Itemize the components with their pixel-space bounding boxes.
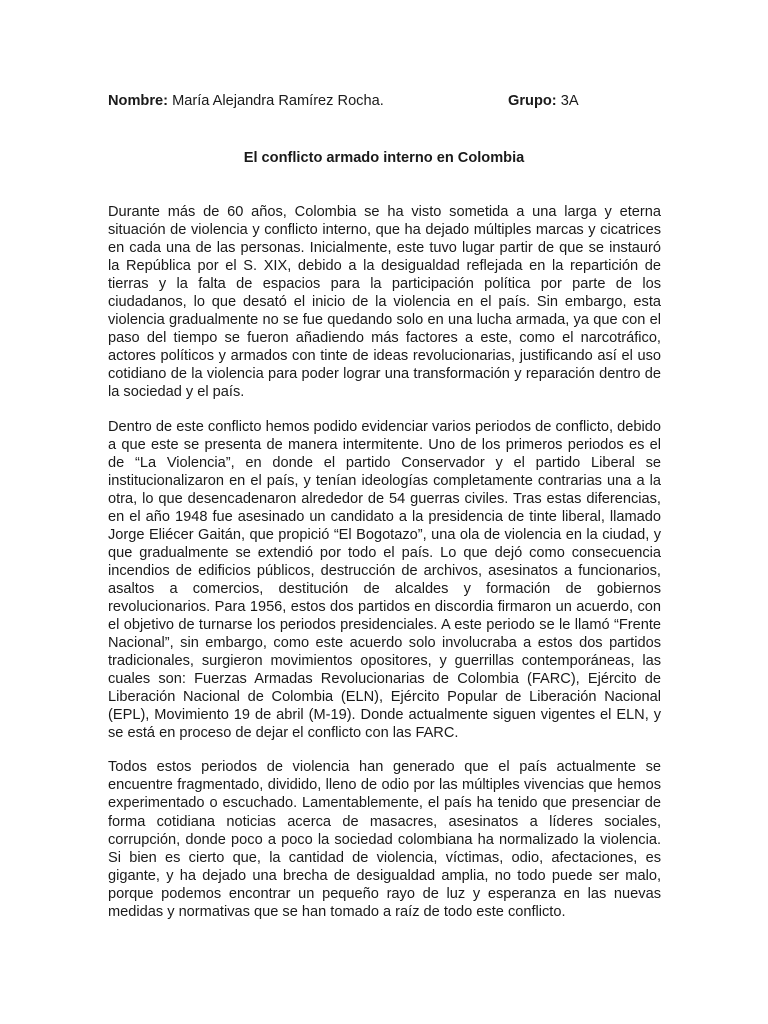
paragraph-2: Dentro de este conflicto hemos podido evidenciar varios periodos de conflicto, debido a que este se presenta de manera intermitente. Uno de los primeros periodos es el de “La Violencia”, en donde el partido Conservador y el partido Liberal se institucionalizaron en el país, y tenían ideologías completamente contrarias una a la otra, lo que desencadenaron alrededor de 54 guerras civiles. Tras estas diferencias, en el año 1948 fue asesinado un candidato a la presidencia de tinte liberal, llamado Jorge Eliécer Gaitán, que propició “El Bogotazo”, una ola de violencia en la ciudad, y que gradualmente se extendió por todo el país. Lo que dejó como consecuencia incendios de edificios públicos, destrucción de archivos, asesinatos a funcionarios, asaltos a comercios, destitución de alcaldes y formación de gobiernos revolucionarios. Para 1956, estos dos partidos en discordia firmaron un acuerdo, con el objetivo de turnarse los periodos presidenciales. A este periodo se le llamó “Frente Nacional”, sin embargo, como este acuerdo solo involucraba a estos dos partidos tradicionales, surgieron movimientos opositores, y guerrillas contemporáneas, las cuales son: Fuerzas Armadas Revolucionarias de Colombia (FARC), Ejército de Liberación Nacional de Colombia (ELN), Ejército Popular de Liberación Nacional (EPL), Movimiento 19 de abril (M-19). Donde actualmente siguen vigentes el ELN, y se está en proceso de dejar el conflicto con las FARC. (108, 418, 661, 742)
document-title: El conflicto armado interno en Colombia (243, 150, 525, 166)
group-value: 3A (560, 93, 579, 109)
name-label: Nombre: (108, 93, 168, 109)
name-value: María Alejandra Ramírez Rocha. (172, 93, 384, 109)
paragraph-1: Durante más de 60 años, Colombia se ha visto sometida a una larga y eterna situación de violencia y conflicto interno, que ha dejado múltiples marcas y cicatrices en cada una de las personas. Inicialmente, este tuvo lugar partir de que se instauró la República por el S. XIX, debido a la desigualdad reflejada en la repartición de tierras y la falta de espacios para la participación política por parte de los ciudadanos, lo que desató el inicio de la violencia en el país. Sin embargo, esta violencia gradualmente no se fue quedando solo en una lucha armada, ya que con el paso del tiempo se fueron añadiendo más factores a este, como el narcotráfico, actores políticos y armados con tinte de ideas revolucionarias, justificando así el uso cotidiano de la violencia para poder lograr una transformación y reparación dentro de la sociedad y el país. (108, 204, 661, 401)
document-body (108, 203, 661, 937)
student-group (508, 91, 579, 111)
student-name (108, 91, 384, 111)
group-label: Grupo: (508, 93, 557, 109)
paragraph-3: Todos estos periodos de violencia han generado que el país actualmente se encuentre fragmentado, dividido, lleno de odio por las múltiples vivencias que hemos experimentado o escuchado. Lamentablemente, el país ha tenido que presenciar de forma cotidiana noticias acerca de masacres, asesinatos a líderes sociales, corrupción, donde poco a poco la sociedad colombiana ha normalizado la violencia. Si bien es cierto que, la cantidad de violencia, víctimas, odio, afectaciones, es gigante, y ha dejado una brecha de desigualdad amplia, no todo puede ser malo, porque podemos encontrar un pequeño rayo de luz y esperanza en las nuevas medidas y normativas que se han tomado a raíz de todo este conflicto. (108, 759, 661, 920)
